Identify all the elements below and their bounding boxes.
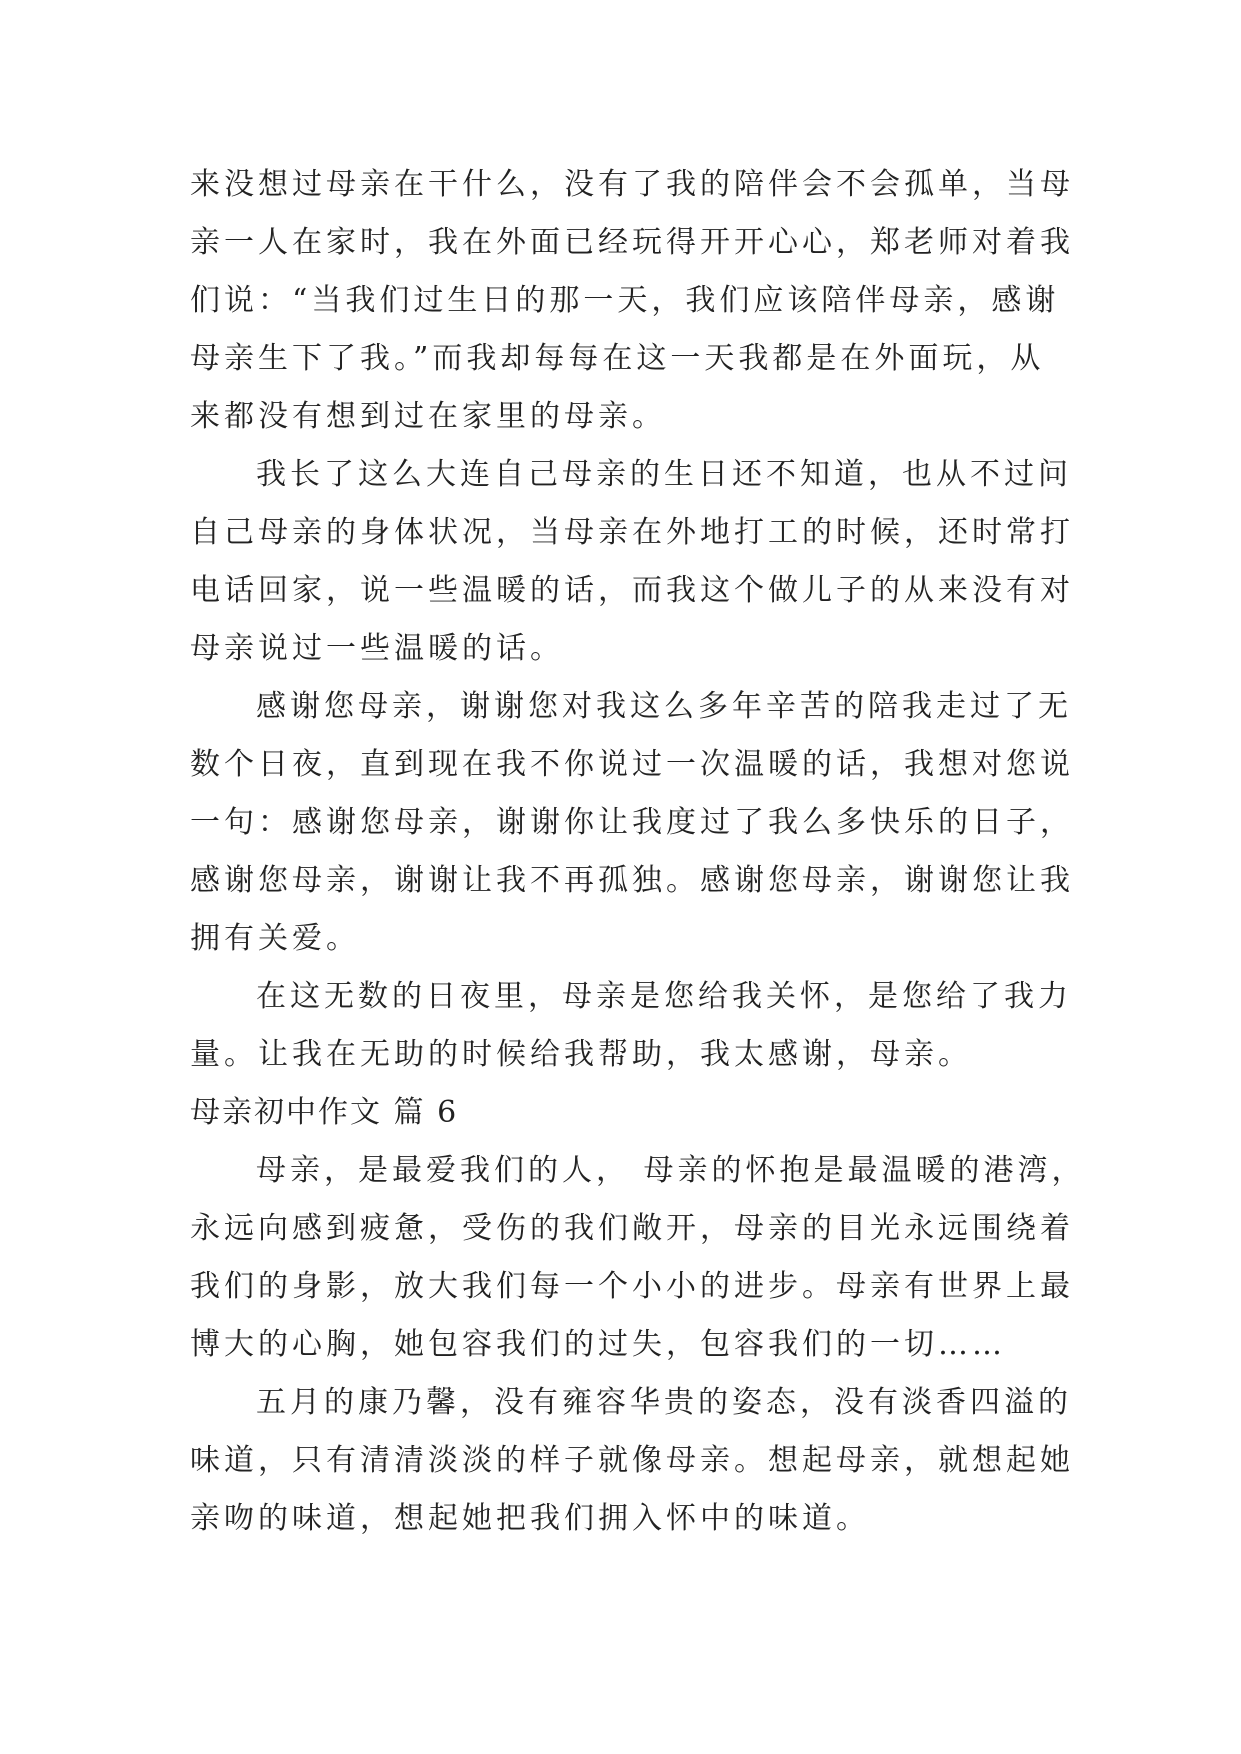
text-line: 数个日夜，直到现在我不你说过一次温暖的话，我想对您说 [190, 747, 1074, 782]
text-line: 味道，只有清清淡淡的样子就像母亲。想起母亲，就想起她 [190, 1443, 1074, 1478]
text-line: 我们的身影，放大我们每一个小小的进步。母亲有世界上最 [190, 1269, 1074, 1304]
section-heading: 母亲初中作文 篇 6 [190, 1095, 459, 1130]
paragraph-first-line: 感谢您母亲，谢谢您对我这么多年辛苦的陪我走过了无 [256, 689, 1072, 724]
paragraph-first-line: 我长了这么大连自己母亲的生日还不知道，也从不过问 [256, 457, 1072, 492]
text-line: 来没想过母亲在干什么，没有了我的陪伴会不会孤单，当母 [190, 167, 1074, 202]
paragraph-first-line: 五月的康乃馨，没有雍容华贵的姿态，没有淡香四溢的 [256, 1385, 1072, 1420]
document-body [190, 156, 1086, 1548]
text-line: 一句：感谢您母亲，谢谢你让我度过了我么多快乐的日子， [190, 805, 1074, 840]
text-line: 永远向感到疲惫，受伤的我们敞开，母亲的目光永远围绕着 [190, 1211, 1074, 1246]
text-line: 自己母亲的身体状况，当母亲在外地打工的时候，还时常打 [190, 515, 1074, 550]
text-line: 们说：“当我们过生日的那一天，我们应该陪伴母亲，感谢 [190, 283, 1060, 318]
text-line: 来都没有想到过在家里的母亲。 [190, 399, 666, 434]
text-line: 拥有关爱。 [190, 921, 360, 956]
paragraph-first-line: 在这无数的日夜里，母亲是您给我关怀，是您给了我力 [256, 979, 1072, 1014]
text-line: 亲吻的味道，想起她把我们拥入怀中的味道。 [190, 1501, 870, 1536]
paragraph-first-line: 母亲，是最爱我们的人， 母亲的怀抱是最温暖的港湾， [256, 1153, 1086, 1188]
text-line: 母亲生下了我。”而我却每每在这一天我都是在外面玩，从 [190, 341, 1045, 376]
text-line: 母亲说过一些温暖的话。 [190, 631, 564, 666]
text-line: 博大的心胸，她包容我们的过失，包容我们的一切…… [190, 1327, 1006, 1362]
text-line: 感谢您母亲，谢谢让我不再孤独。感谢您母亲，谢谢您让我 [190, 863, 1074, 898]
text-line: 亲一人在家时，我在外面已经玩得开开心心，郑老师对着我 [190, 225, 1074, 260]
text-line: 电话回家，说一些温暖的话，而我这个做儿子的从来没有对 [190, 573, 1074, 608]
text-line: 量。让我在无助的时候给我帮助，我太感谢，母亲。 [190, 1037, 972, 1072]
